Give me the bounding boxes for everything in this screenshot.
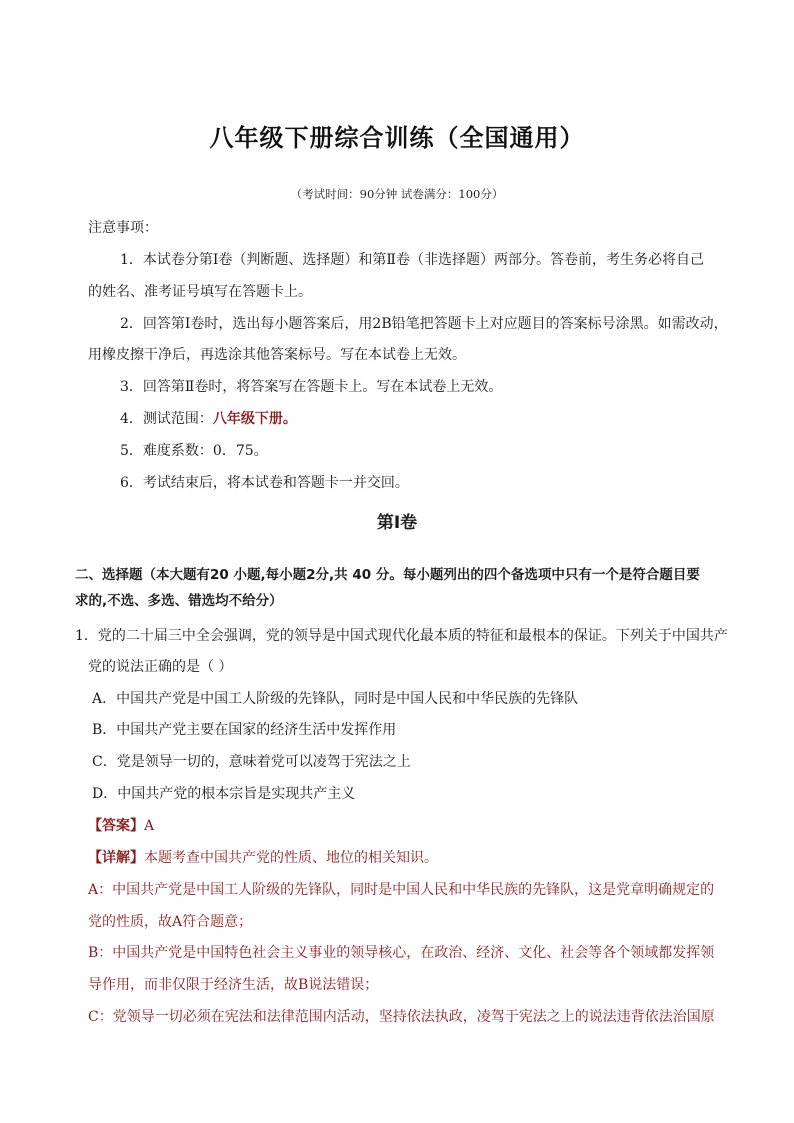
exam-info: （考试时间：90分钟 试卷满分：100分）	[290, 187, 504, 201]
note-3: 3．回答第Ⅱ卷时，将答案写在答题卡上。写在本试卷上无效。	[120, 379, 503, 395]
explain-b-line2: 导作用，而非仅限于经济生活，故B说法错误；	[88, 977, 379, 993]
note-5: 5．难度系数：0．75。	[120, 443, 268, 459]
explain-a-line1: A：中国共产党是中国工人阶级的先锋队，同时是中国人民和中华民族的先锋队，这是党章明确规定的	[88, 882, 715, 898]
note-4	[120, 409, 770, 429]
question-1-stem-line2: 党的说法正确的是（ ）	[88, 659, 233, 675]
explain-b-line1: B：中国共产党是中国特色社会主义事业的领导核心，在政治、经济、文化、社会等各个领域都发挥领	[88, 945, 715, 961]
note-6: 6．考试结束后，将本试卷和答题卡一并交回。	[120, 475, 409, 491]
option-c: C．党是领导一切的，意味着党可以凌驾于宪法之上	[92, 754, 411, 770]
explain-a-line2: 党的性质，故A符合题意；	[88, 914, 253, 930]
note-2-line2: 用橡皮擦干净后，再选涂其他答案标号。写在本试卷上无效。	[88, 347, 466, 363]
explanation-line	[88, 848, 738, 868]
explain-c-line1: C：党领导一切必须在宪法和法律范围内活动，坚持依法执政，凌驾于宪法之上的说法违背依法治国原	[88, 1009, 715, 1025]
option-a: A．中国共产党是中国工人阶级的先锋队，同时是中国人民和中华民族的先锋队	[92, 691, 579, 707]
part2-heading-line1: 二、选择题（本大题有20 小题,每小题2分,共 40 分。每小题列出的四个备选项中只有一个是符合题目要	[75, 567, 700, 583]
explanation-text: 本题考查中国共产党的性质、地位的相关知识。	[144, 850, 438, 866]
note-1-line2: 的姓名、准考证号填写在答题卡上。	[88, 284, 312, 300]
section-heading: 第Ⅰ卷	[376, 513, 418, 533]
question-1-stem-line1: 1．党的二十届三中全会强调，党的领导是中国式现代化最本质的特征和最根本的保证。下列关于中国共产	[75, 628, 728, 644]
note-2-line1: 2．回答第Ⅰ卷时，选出每小题答案后，用2B铅笔把答题卡上对应题目的答案标号涂黑。如需改动，	[120, 316, 728, 332]
notes-heading: 注意事项：	[88, 220, 158, 236]
explanation-label: 【详解】	[88, 850, 144, 866]
test-scope: 八年级下册。	[212, 411, 297, 427]
document-title: 八年级下册综合训练（全国通用）	[209, 124, 585, 152]
part2-heading-line2: 求的,不选、多选、错选均不给分）	[75, 593, 283, 609]
answer-line	[88, 816, 738, 836]
note-1-line1: 1．本试卷分第Ⅰ卷（判断题、选择题）和第Ⅱ卷（非选择题）两部分。答卷前，考生务必将自己	[120, 252, 704, 268]
note-4-prefix: 4．测试范围：	[120, 411, 213, 427]
option-d: D．中国共产党的根本宗旨是实现共产主义	[92, 786, 356, 802]
option-b: B．中国共产党主要在国家的经济生活中发挥作用	[92, 722, 397, 738]
answer-label: 【答案】	[88, 818, 144, 834]
answer-value: A	[144, 818, 155, 834]
